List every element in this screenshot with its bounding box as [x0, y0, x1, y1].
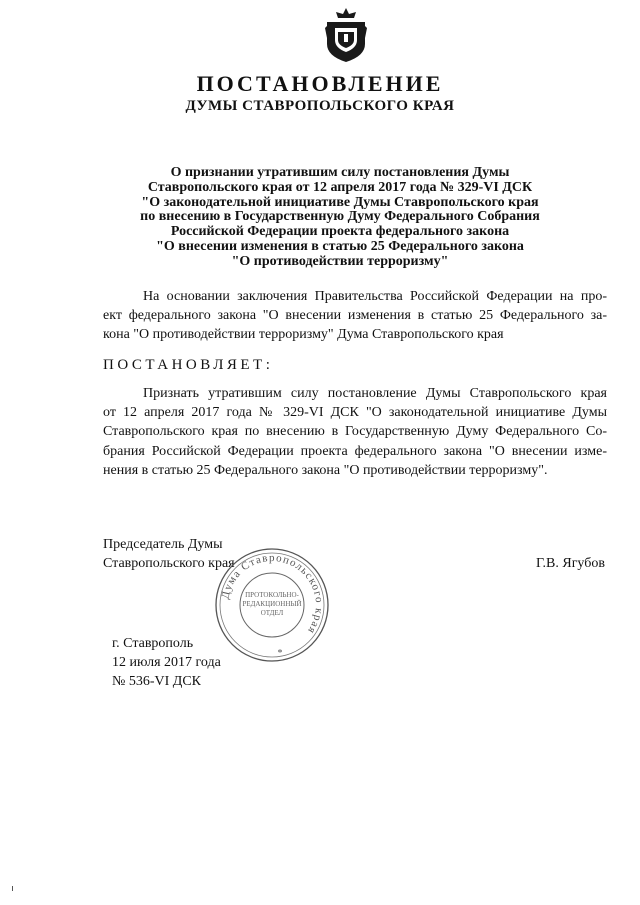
subject-line: Российской Федерации проекта федерального закона	[170, 224, 510, 240]
decision-line: Ставропольского края по внесению в Государственную Думу Федерального Со-	[103, 424, 607, 440]
issue-place: г. Ставрополь	[112, 636, 194, 651]
stamp-ring-text: Дума Ставропольского края	[219, 551, 326, 637]
margin-mark	[12, 886, 13, 891]
decrees-heading: ПОСТАНОВЛЯЕТ:	[103, 357, 274, 373]
signatory-name: Г.В. Ягубов	[536, 556, 605, 571]
subject-line: "О внесении изменения в статью 25 Федерального закона	[156, 238, 524, 254]
preamble-line: На основании заключения Правительства Российской Федерации на про-	[143, 289, 607, 304]
subject-line: "О законодательной инициативе Думы Ставропольского края	[141, 194, 539, 210]
signatory-position-region: Ставропольского края	[103, 556, 235, 571]
document-title: ПОСТАНОВЛЕНИЕ	[196, 71, 444, 96]
stamp-center-line: ПРОТОКОЛЬНО-	[245, 591, 299, 599]
stamp-star: *	[277, 648, 283, 659]
coat-of-arms-emblem	[323, 6, 369, 64]
preamble-line: кона "О противодействии терроризму" Дума Ставропольского края	[103, 327, 504, 343]
decision-paragraph	[103, 384, 607, 480]
decision-line: брания Российской Федерации проекта федерального закона "О внесении изме-	[103, 443, 607, 459]
subject-line: по внесению в Государственную Думу Федерального Собрания	[140, 209, 540, 225]
document-subject	[100, 166, 580, 270]
subject-line: О признании утратившим силу постановления Думы	[170, 165, 510, 180]
stamp-center-line: РЕДАКЦИОННЫЙ	[242, 600, 302, 608]
preamble-line: ект федерального закона "О внесении изменения в статью 25 Федерального за-	[103, 308, 607, 324]
decision-line: от 12 апреля 2017 года № 329-VI ДСК "О законодательной инициативе Думы	[103, 405, 607, 421]
stamp-center-line: ОТДЕЛ	[260, 609, 284, 617]
preamble-paragraph	[103, 287, 607, 345]
subject-line: "О противодействии терроризму"	[231, 253, 449, 269]
decision-line: нения в статью 25 Федерального закона "О противодействии терроризму".	[103, 462, 548, 478]
issuing-body: ДУМЫ СТАВРОПОЛЬСКОГО КРАЯ	[185, 98, 455, 114]
issue-date: 12 июля 2017 года	[112, 655, 221, 670]
subject-line: Ставропольского края от 12 апреля 2017 года № 329-VI ДСК	[147, 179, 533, 195]
signatory-position: Председатель Думы	[103, 537, 223, 552]
document-number: № 536-VI ДСК	[112, 674, 202, 689]
decision-line: Признать утратившим силу постановление Думы Ставропольского края	[143, 386, 607, 401]
official-stamp	[212, 545, 332, 665]
